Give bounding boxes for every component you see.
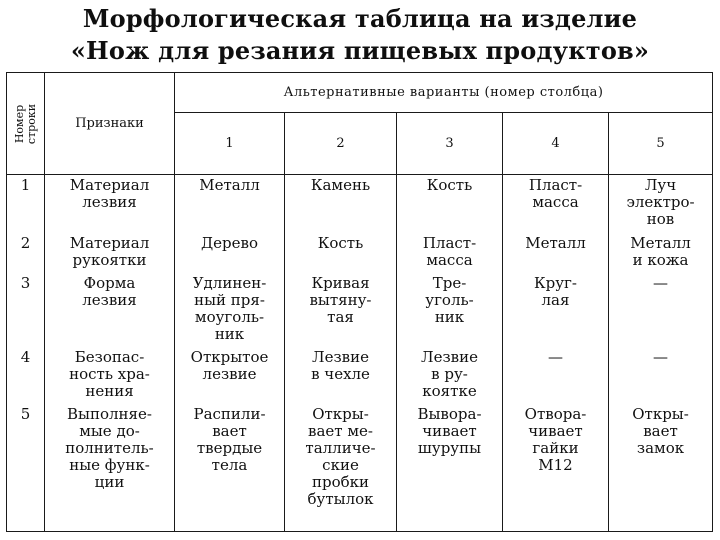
- features-header: Признаки: [45, 73, 175, 175]
- row-number-header: [7, 73, 45, 175]
- variant-cell: Кость: [285, 231, 397, 271]
- table-row: [7, 402, 713, 532]
- variant-cell: Пласт- масса: [397, 231, 503, 271]
- table-title-line-1: Морфологическая таблица на изделие: [82, 4, 638, 33]
- variant-cell: Кривая вытяну- тая: [285, 271, 397, 345]
- feature-cell: Материал рукоятки: [45, 231, 175, 271]
- variant-cell: Откры- вает ме- талличе- ские пробки бутылок: [285, 402, 397, 532]
- column-number-1: 1: [175, 113, 285, 175]
- variant-cell: Распили- вает твердые тела: [175, 402, 285, 532]
- column-number-2: 2: [285, 113, 397, 175]
- variant-cell: —: [609, 345, 713, 402]
- variant-cell: Отвора- чивает гайки М12: [503, 402, 609, 532]
- column-number-3: 3: [397, 113, 503, 175]
- variant-cell: Открытое лезвие: [175, 345, 285, 402]
- variant-cell: Лезвие в чехле: [285, 345, 397, 402]
- variant-cell: Пласт- масса: [503, 175, 609, 231]
- variant-cell: Удлинен- ный пря- моуголь- ник: [175, 271, 285, 345]
- variant-cell: Металл и кожа: [609, 231, 713, 271]
- variant-cell: Дерево: [175, 231, 285, 271]
- feature-cell: Безопас- ность хра- нения: [45, 345, 175, 402]
- variant-cell: Кость: [397, 175, 503, 231]
- table-row: [7, 231, 713, 271]
- column-number-5: 5: [609, 113, 713, 175]
- variant-cell: Откры- вает замок: [609, 402, 713, 532]
- morphological-table: [6, 72, 713, 532]
- row-number-header-label: Номер строки: [12, 103, 38, 144]
- variant-cell: Лезвие в ру- коятке: [397, 345, 503, 402]
- table-row: [7, 345, 713, 402]
- variant-cell: Тре- уголь- ник: [397, 271, 503, 345]
- row-number: 2: [7, 231, 45, 271]
- feature-cell: Форма лезвия: [45, 271, 175, 345]
- column-number-4: 4: [503, 113, 609, 175]
- variant-cell: Металл: [503, 231, 609, 271]
- variant-cell: Луч электро- нов: [609, 175, 713, 231]
- row-number: 4: [7, 345, 45, 402]
- feature-cell: Материал лезвия: [45, 175, 175, 231]
- variant-cell: —: [503, 345, 609, 402]
- row-number: 1: [7, 175, 45, 231]
- variant-cell: Металл: [175, 175, 285, 231]
- row-number: 3: [7, 271, 45, 345]
- table-row: [7, 175, 713, 231]
- variant-cell: Круг- лая: [503, 271, 609, 345]
- row-number: 5: [7, 402, 45, 532]
- variant-cell: Камень: [285, 175, 397, 231]
- table-row: [7, 271, 713, 345]
- alternatives-header: Альтернативные варианты (номер столбца): [175, 73, 713, 113]
- variant-cell: Вывора- чивает шурупы: [397, 402, 503, 532]
- table-title-line-2: «Нож для резания пищевых продуктов»: [70, 36, 650, 65]
- variant-cell: —: [609, 271, 713, 345]
- feature-cell: Выполняе- мые до- полнитель- ные функ- ции: [45, 402, 175, 532]
